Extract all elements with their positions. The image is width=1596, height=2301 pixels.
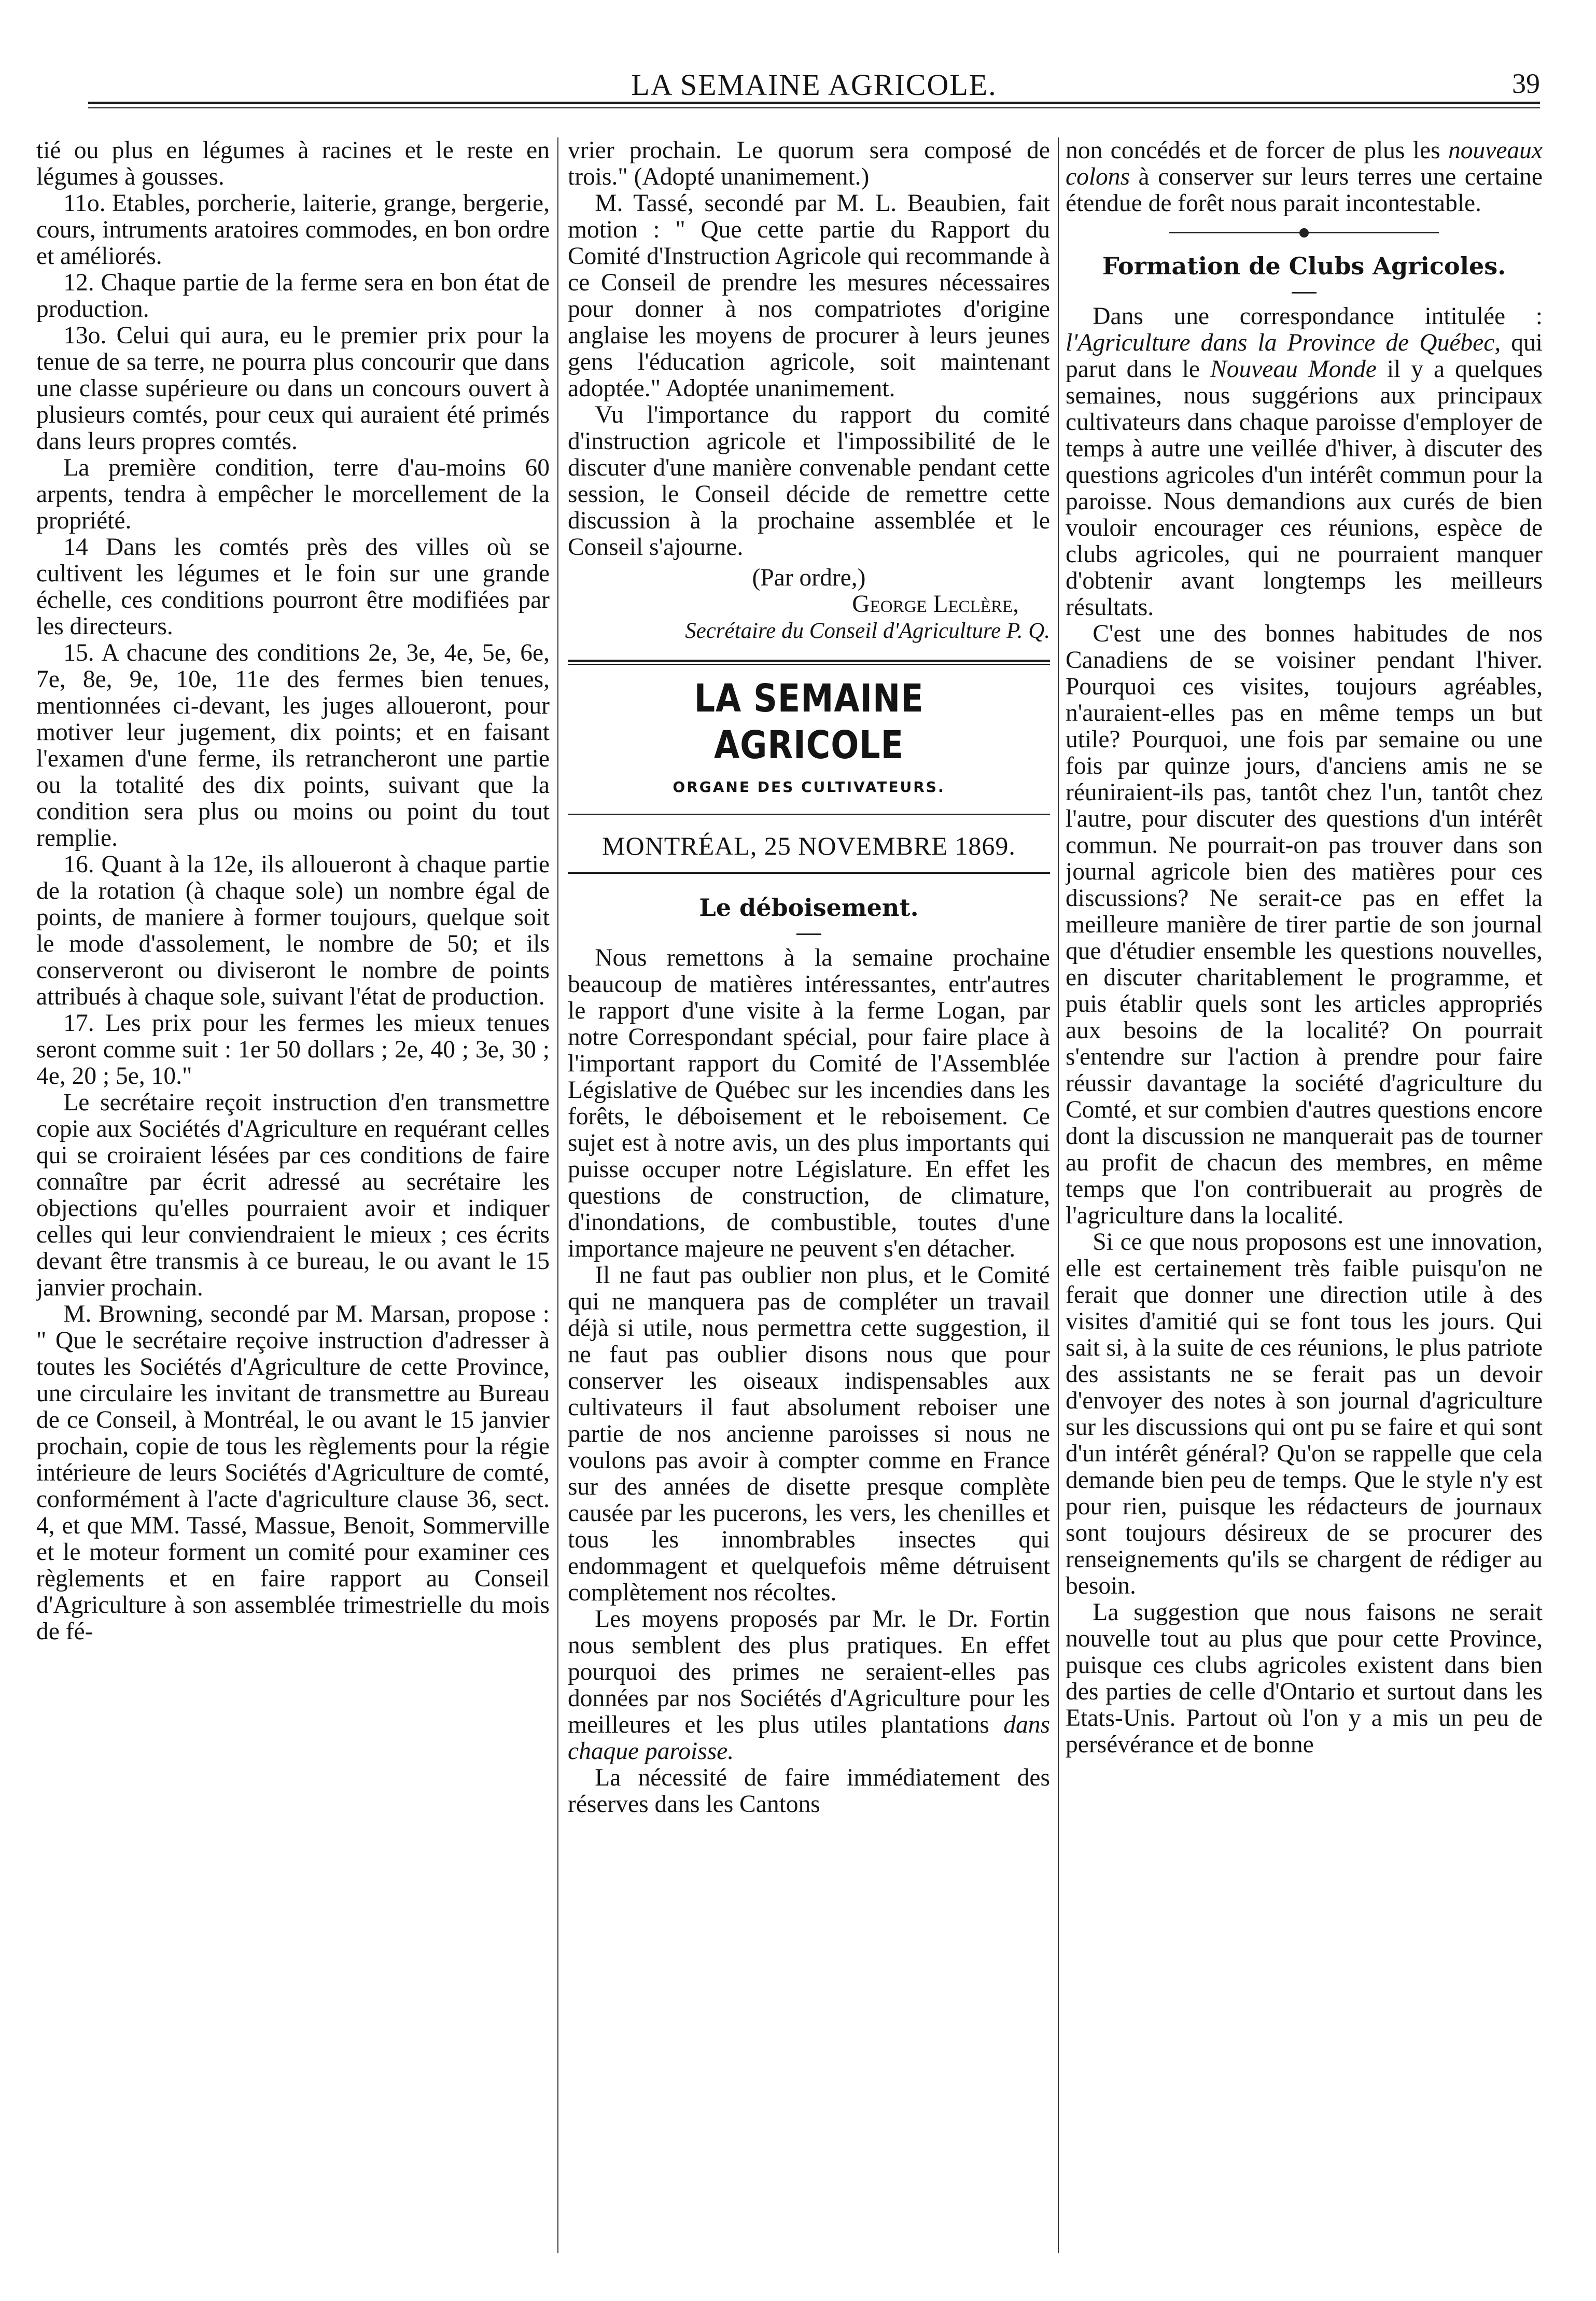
heading-dash (1066, 283, 1543, 298)
heading-dash (568, 924, 1050, 940)
paragraph: Les moyens proposés par Mr. le Dr. Fortin nous semblent des plus pratiques. En effet pourquoi des primes ne seraient-elles pas données par nos Sociétés d'Agriculture pour les meilleures et les plus utiles plantations dans chaque paroisse. (568, 1606, 1050, 1765)
header-rule-thin (88, 107, 1540, 108)
issue-date: MONTRÉAL, 25 NOVEMBRE 1869. (602, 831, 1016, 860)
paragraph: Si ce que nous proposons est une innovation, elle est certainement très faible puisqu'on ne ferait que donner une direction utile à des visites d'amitié qui se font tous les jours. Qui sait si, à la suite de ces réunions, le plus patriote des assistants ne se ferait pas un devoir d'envoyer des notes à son journal d'agriculture sur les discussions qui ont pu se faire et qui sont d'un intérêt général? Qu'on se rappelle que cela demande bien peu de temps. Que le style n'y est pour rien, puisque les rédacteurs de journaux sont toujours désireux de se procurer des renseignements qu'ils se chargent de rédiger au besoin. (1066, 1229, 1543, 1599)
masthead-rule (568, 872, 1050, 874)
paragraph: La première condition, terre d'au-moins 60 arpents, tendra à empêcher le morcellement de la propriété. (36, 454, 550, 534)
masthead (568, 660, 1050, 874)
paragraph: 16. Quant à la 12e, ils alloueront à chaque partie de la rotation (à chaque sole) un nombre égal de points, de maniere à former toujours, quelque soit le mode d'assolement, le nombre de 50; et ils conserveront ou diviseront le nombre de points attribués à chaque sole, suivant l'état de production. (36, 851, 550, 1010)
running-title: LA SEMAINE AGRICOLE. (631, 68, 997, 102)
paragraph: Dans une correspondance intitulée : l'Agriculture dans la Province de Québec, qui parut dans le Nouveau Monde il y a quelques semaines, nous suggérions aux principaux cultivateurs dans chaque paroisse d'employer de temps à autre une veillée d'hiver, à discuter des questions agricoles d'un intérêt commun pour la paroisse. Nous demandions aux curés de bien vouloir encourager ces réunions, espèce de clubs agricoles, qui ne pourraient manquer d'obtenir avant longtemps les meilleurs résultats. (1066, 303, 1543, 621)
column-divider-2 (1058, 137, 1059, 2253)
paragraph: 14 Dans les comtés près des villes où se cultivent les légumes et le foin sur une grande échelle, ces conditions pourront être modifiées par les directeurs. (36, 534, 550, 640)
column-3 (1066, 137, 1543, 2253)
paragraph: non concédés et de forcer de plus les nouveaux colons à conserver sur leurs terres une certaine étendue de forêt nous parait incontestable. (1066, 137, 1543, 217)
masthead-rule (568, 814, 1050, 815)
paragraph: Le secrétaire reçoit instruction d'en transmettre copie aux Sociétés d'Agriculture en requérant celles qui se croiraient lésées par ces conditions de faire connaître par écrit adressé au secrétaire les objections qu'elles pourraient avoir et indiquer celles qui leur conviendraient le mieux ; ces écrits devant être transmis à ce bureau, le ou avant le 15 janvier prochain. (36, 1089, 550, 1301)
column-divider-1 (557, 137, 558, 2253)
par-ordre: (Par ordre,) (752, 564, 866, 591)
paragraph: 11o. Etables, porcherie, laiterie, grange, bergerie, cours, intruments aratoires commodes, en bon ordre et améliorés. (36, 190, 550, 270)
paragraph: M. Tassé, secondé par M. L. Beaubien, fait motion : " Que cette partie du Rapport du Comité d'Instruction Agricole qui recommande à ce Conseil de prendre les mesures nécessaires pour donner à nos compatriotes d'origine anglaise les moyens de procurer à leurs jeunes gens l'éducation agricole, soit maintenant adoptée." Adoptée unanimement. (568, 190, 1050, 402)
masthead-title: LA SEMAINE AGRICOLE (694, 676, 924, 768)
paragraph: 15. A chacune des conditions 2e, 3e, 4e, 5e, 6e, 7e, 8e, 9e, 10e, 11e des fermes bien tenues, mentionnées ci-devant, les juges alloueront, pour motiver leur jugement, dix points; et en faisant l'examen d'une ferme, ils retrancheront une partie ou la totalité des dix points, suivant que la condition sera plus ou moins ou point du tout remplie. (36, 639, 550, 852)
masthead-subtitle: ORGANE DES CULTIVATEURS. (673, 778, 945, 796)
header-rule-thick (88, 102, 1540, 104)
paragraph: 12. Chaque partie de la ferme sera en bon état de production. (36, 269, 550, 323)
column-1 (36, 137, 550, 2253)
page-number: 39 (1512, 68, 1540, 99)
page-header (88, 67, 1540, 109)
paragraph: 13o. Celui qui aura, eu le premier prix pour la tenue de sa terre, ne pourra plus concourir que dans une classe supérieure ou dans un concours ouvert à plusieurs comtés, pour ceux qui auraient été primés dans leurs propres comtés. (36, 322, 550, 455)
article-heading: Formation de Clubs Agricoles. (1102, 252, 1506, 280)
masthead-rule (568, 664, 1050, 665)
masthead-rule (568, 660, 1050, 662)
paragraph: 17. Les prix pour les fermes les mieux tenues seront comme suit : 1er 50 dollars ; 2e, 40 ; 3e, 30 ; 4e, 20 ; 5e, 10." (36, 1010, 550, 1090)
column-2 (568, 137, 1050, 2253)
paragraph: Vu l'importance du rapport du comité d'instruction agricole et l'impossibilité de le discuter d'une manière convenable pendant cette session, le Conseil décide de remettre cette discussion à la prochaine assemblée et le Conseil s'ajourne. (568, 401, 1050, 561)
paragraph: vrier prochain. Le quorum sera composé de trois." (Adopté unanimement.) (568, 137, 1050, 190)
paragraph: C'est une des bonnes habitudes de nos Canadiens de se voisiner pendant l'hiver. Pourquoi ces visites, toujours agréables, n'auraient-elles pas en même temps un but utile? Pourquoi, une fois par semaine ou une fois par quinze jours, d'anciens amis ne se réuniraient-ils pas, tantôt chez l'un, tantôt chez l'autre, pour discuter des questions d'un intérêt commun. Ne pourrait-on pas trouver dans son journal agricole bien des matières pour ces discussions? Ne serait-ce pas en effet la meilleure manière de tirer partie de son journal que d'étudier ensemble les questions nouvelles, en discuter charitablement le programme, et puis établir quels sont les articles appropriés aux besoins de la localité? On pourrait s'entendre sur l'action à prendre pour faire réussir davantage la société d'agriculture du Comté, et sur combien d'autres questions encore dont la discussion ne manquerait pas de tourner au profit de chacun des membres, en même temps que l'on contribuerait au progrès de l'agriculture dans la localité. (1066, 620, 1543, 1229)
paragraph: La nécessité de faire immédiatement des réserves dans les Cantons (568, 1764, 1050, 1818)
signature-title: Secrétaire du Conseil d'Agriculture P. Q. (685, 619, 1050, 643)
paragraph: tié ou plus en légumes à racines et le reste en légumes à gousses. (36, 137, 550, 190)
article-heading: Le déboisement. (699, 894, 919, 922)
paragraph: La suggestion que nous faisons ne serait nouvelle tout au plus que pour cette Province, puisque ces clubs agricoles existent dans bien des parties de celle d'Ontario et surtout dans les Etats-Unis. Partout où l'on y a mis un peu de persévérance et de bonne (1066, 1599, 1543, 1758)
paragraph: Il ne faut pas oublier non plus, et le Comité qui ne manquera pas de compléter un travail déjà si utile, nous permettra cette suggestion, il ne faut pas oublier disons nous que pour conserver les oiseaux indispensables aux cultivateurs il faut absolument reboiser une partie de nos ancienne paroisses si nous ne voulons pas avoir à compter comme en France sur des années de disette presque complète causée par les pucerons, les vers, les chenilles et tous les innombrables insectes qui endommagent et quelquefois même détruisent complètement nos récoltes. (568, 1262, 1050, 1606)
section-ornament (1066, 227, 1543, 238)
paragraph: Nous remettons à la semaine prochaine beaucoup de matières intéressantes, entr'autres le rapport d'une visite à la ferme Logan, par notre Correspondant spécial, pour faire place à l'important rapport du Comité de l'Assemblée Législative de Québec sur les incendies dans les forêts, le déboisement et le reboisement. Ce sujet est à notre avis, un des plus importants qui puisse occuper notre Législature. En effet les questions de construction, de climature, d'inondations, de combustible, toutes d'une importance majeure ne peuvent s'en détacher. (568, 944, 1050, 1262)
signature-name: George Leclère, (852, 591, 1019, 618)
paragraph: M. Browning, secondé par M. Marsan, propose : " Que le secrétaire reçoive instruction d'adresser à toutes les Sociétés d'Agriculture de cette Province, une circulaire les invitant de transmettre au Bureau de ce Conseil, à Montréal, le ou avant le 15 janvier prochain, copie de tous les règlements pour la régie intérieure de leurs Sociétés d'Agriculture de comté, conformément à l'acte d'agriculture clause 36, sect. 4, et que MM. Tassé, Massue, Benoit, Sommerville et le moteur forment un comité pour examiner ces règlements et en faire rapport au Conseil d'Agriculture à son assemblée trimestrielle du mois de fé- (36, 1301, 550, 1645)
